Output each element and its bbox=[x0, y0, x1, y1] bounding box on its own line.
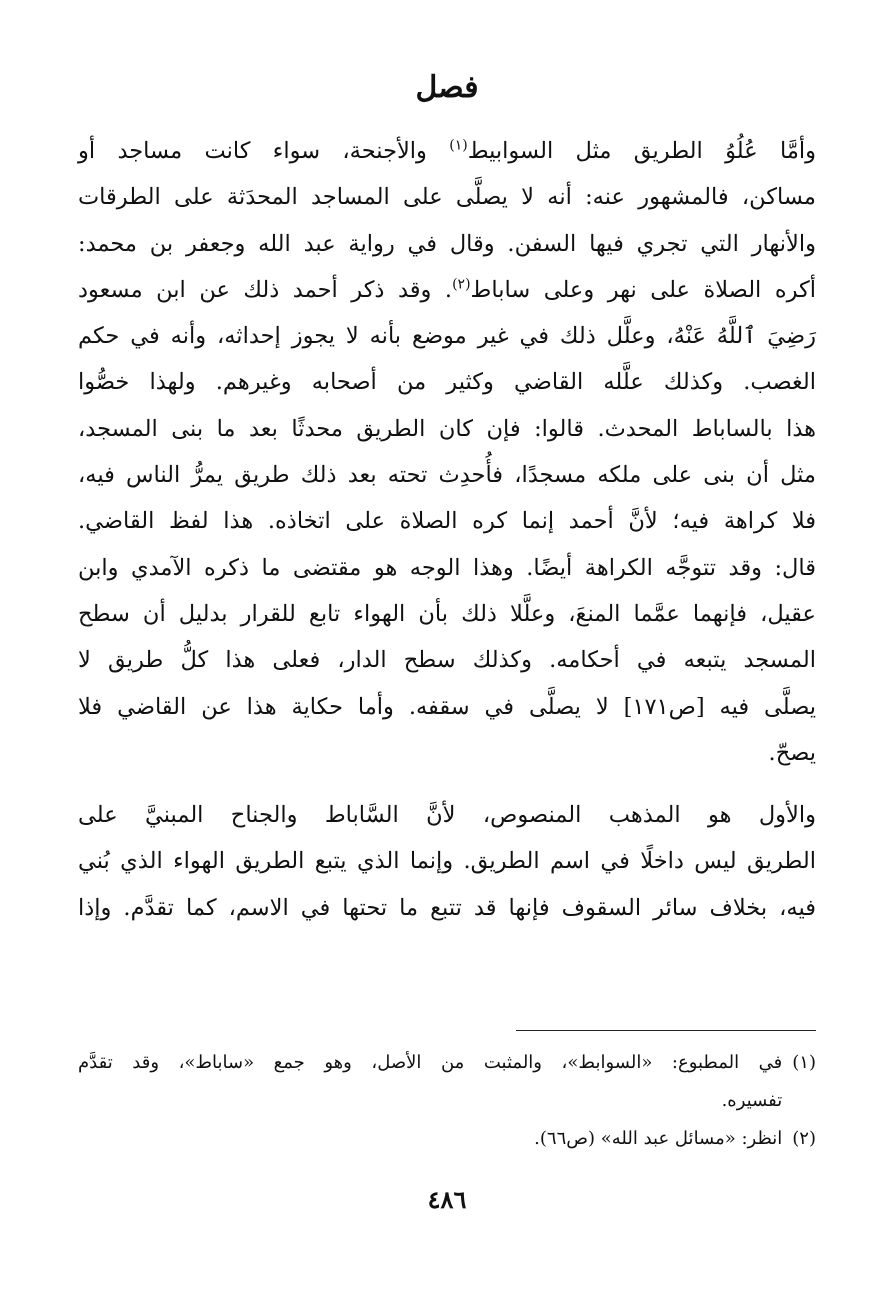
text-line: عقيل، فإنهما عمَّما المنعَ، وعلَّلا ذلك بأن الهواء تابع للقرار بدليل أن سطح bbox=[78, 600, 816, 627]
text-line: هذا بالساباط المحدث. قالوا: فإن كان الطريق محدثًا بعد ما بنى المسجد، bbox=[78, 415, 816, 442]
text-line: مساكن، فالمشهور عنه: أنه لا يصلَّى على المساجد المحدَثة على الطرقات bbox=[78, 184, 816, 211]
text-line: مثل أن بنى على ملكه مسجدًا، فأُحدِث تحته بعد ذلك طريق يمرُّ الناس فيه، bbox=[78, 462, 816, 489]
section-heading: فصل bbox=[415, 70, 479, 105]
text-line: والأنهار التي تجري فيها السفن. وقال في رواية عبد الله وجعفر بن محمد: bbox=[78, 230, 816, 257]
footnote-line: تفسيره. bbox=[721, 1090, 783, 1111]
footnotes bbox=[78, 1044, 816, 1158]
book-page bbox=[78, 0, 816, 1290]
footnote-2 bbox=[78, 1120, 816, 1158]
text-line: أكره الصلاة على نهر وعلى ساباط$^{(٢)}$. وقد ذكر أحمد ذلك عن ابن مسعود bbox=[78, 276, 816, 303]
text-line: الغصب. وكذلك علَّله القاضي وكثير من أصحابه وغيرهم. ولهذا خصُّوا bbox=[78, 369, 816, 396]
footnote-text bbox=[78, 1044, 782, 1120]
text-line: المسجد يتبعه في أحكامه. وكذلك سطح الدار، فعلى هذا كلُّ طريق لا bbox=[78, 647, 816, 674]
text-line: والأول هو المذهب المنصوص، لأنَّ السَّاباط والجناح المبنيَّ على bbox=[78, 802, 816, 829]
text-line: وأمَّا عُلُوُ الطريق مثل السوابيط$^{(١)}$ والأجنحة، سواء كانت مساجد أو bbox=[78, 137, 816, 164]
footnote-marker: (٢) bbox=[452, 276, 471, 293]
paragraph-1 bbox=[78, 128, 816, 776]
text-line: فيه، بخلاف سائر السقوف فإنها قد تتبع ما تحتها في الاسم، كما تقدَّم. وإذا bbox=[78, 894, 816, 921]
footnote-marker: (١) bbox=[449, 137, 468, 154]
page-number: ٤٨٦ bbox=[427, 1185, 467, 1214]
footnote-text bbox=[78, 1120, 782, 1158]
text-line: يصحّ. bbox=[768, 739, 816, 766]
text-line: رَضِيَ ٱللَّهُ عَنْهُ، وعلَّل ذلك في غير موضع بأنه لا يجوز إحداثه، وأنه في حكم bbox=[78, 323, 816, 350]
footnote-line: انظر: «مسائل عبد الله» (ص٦٦). bbox=[534, 1128, 783, 1149]
footnote-1 bbox=[78, 1044, 816, 1120]
footnote-number: (١) bbox=[792, 1052, 816, 1073]
paragraph-2 bbox=[78, 792, 816, 931]
footnote-separator bbox=[516, 1030, 816, 1031]
text-line: فلا كراهة فيه؛ لأنَّ أحمد إنما كره الصلاة على اتخاذه. هذا لفظ القاضي. bbox=[78, 508, 816, 535]
text-line: يصلَّى فيه [ص١٧١] لا يصلَّى في سقفه. وأما حكاية هذا عن القاضي فلا bbox=[78, 693, 816, 720]
footnote-number: (٢) bbox=[792, 1128, 816, 1149]
text-line: الطريق ليس داخلًا في اسم الطريق. وإنما الذي يتبع الطريق الهواء الذي بُني bbox=[78, 848, 816, 875]
footnote-line: في المطبوع: «السوابط»، والمثبت من الأصل، وهو جمع «ساباط»، وقد تقدَّم bbox=[78, 1052, 783, 1073]
text-line: قال: وقد تتوجَّه الكراهة أيضًا. وهذا الوجه هو مقتضى ما ذكره الآمدي وابن bbox=[78, 554, 816, 581]
main-text bbox=[78, 128, 816, 931]
